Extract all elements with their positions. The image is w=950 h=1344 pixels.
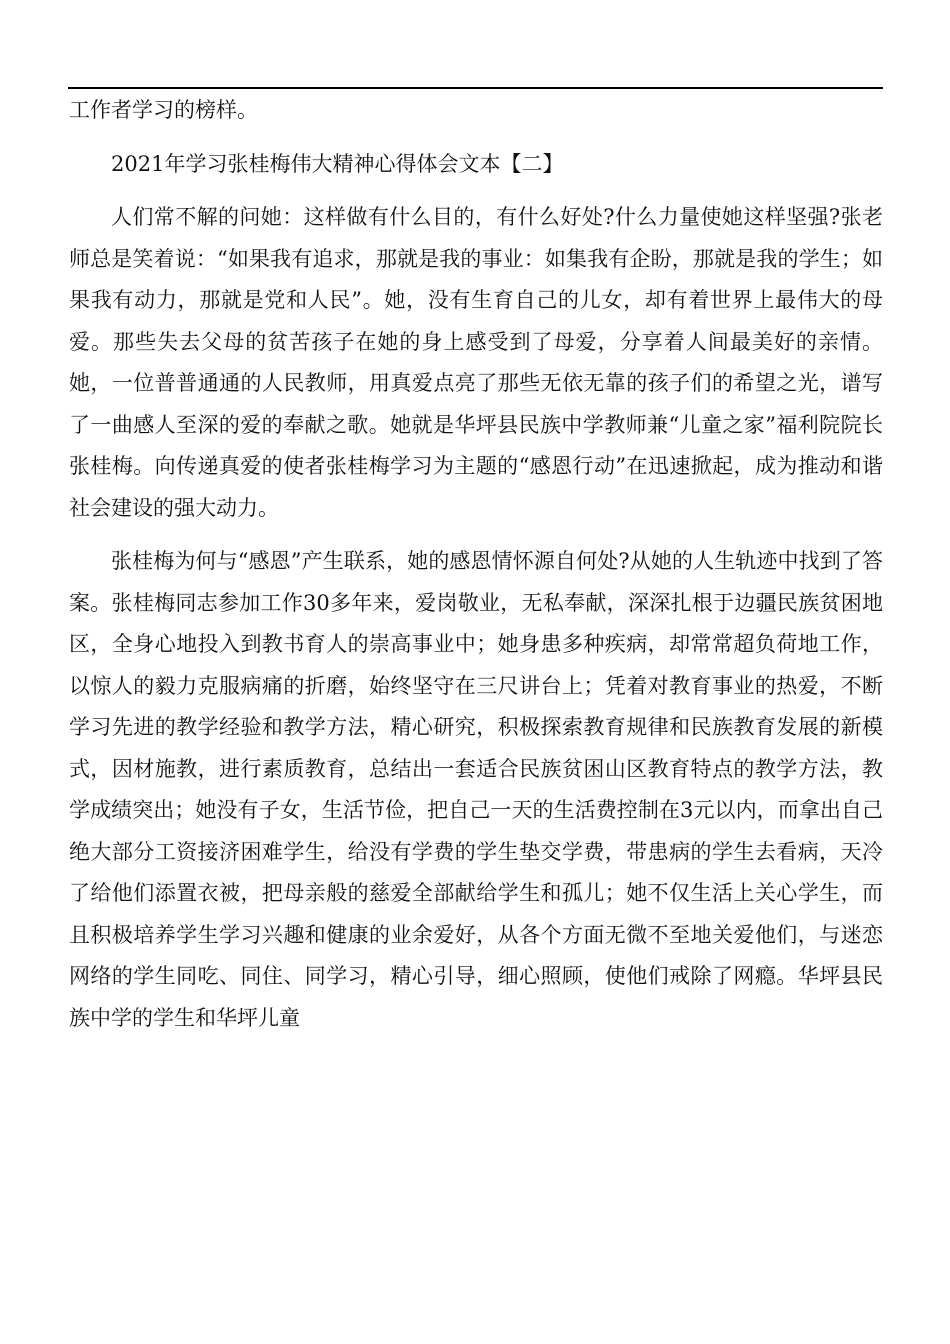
section-title: 2021年学习张桂梅伟大精神心得体会文本【二】 <box>111 151 564 176</box>
body-paragraph-1: 人们常不解的问她：这样做有什么目的，有什么好处?什么力量使她这样坚强?张老师总是笑着说：“如果我有追求，那就是我的事业：如集我有企盼，那就是我的学生；如果我有动力，那就是党和人民”。她，没有生育自己的儿女，却有着世界上最伟大的母爱。那些失去父母的贫苦孩子在她的身上感受到了母爱，分享着人间最美好的亲情。她，一位普普通通的人民教师，用真爱点亮了那些无依无靠的孩子们的希望之光，谱写了一曲感人至深的爱的奉献之歌。她就是华坪县民族中学教师兼“儿童之家”福利院院长张桂梅。向传递真爱的使者张桂梅学习为主题的“感恩行动”在迅速掀起，成为推动和谐社会建设的强大动力。 <box>69 205 883 520</box>
continued-paragraph: 工作者学习的榜样。 <box>69 98 258 122</box>
body-paragraph-2: 张桂梅为何与“感恩”产生联系，她的感恩情怀源自何处?从她的人生轨迹中找到了答案。张桂梅同志参加工作30多年来，爱岗敬业，无私奉献，深深扎根于边疆民族贫困地区，全身心地投入到教书育人的崇高事业中；她身患多种疾病，却常常超负荷地工作，以惊人的毅力克服病痛的折磨，始终坚守在三尺讲台上；凭着对教育事业的热爱，不断学习先进的教学经验和教学方法，精心研究，积极探索教育规律和民族教育发展的新模式，因材施教，进行素质教育，总结出一套适合民族贫困山区教育特点的教学方法，教学成绩突出；她没有子女，生活节俭，把自己一天的生活费控制在3元以内，而拿出自己绝大部分工资接济困难学生，给没有学费的学生垫交学费，带患病的学生去看病，天冷了给他们添置衣被，把母亲般的慈爱全部献给学生和孤儿；她不仅生活上关心学生，而且积极培养学生学习兴趣和健康的业余爱好，从各个方面无微不至地关爱他们，与迷恋网络的学生同吃、同住、同学习，精心引导，细心照顾，使他们戒除了网瘾。华坪县民族中学的学生和华坪儿童 <box>69 549 883 1030</box>
header-rule <box>68 87 883 89</box>
document-body <box>69 90 883 1051</box>
